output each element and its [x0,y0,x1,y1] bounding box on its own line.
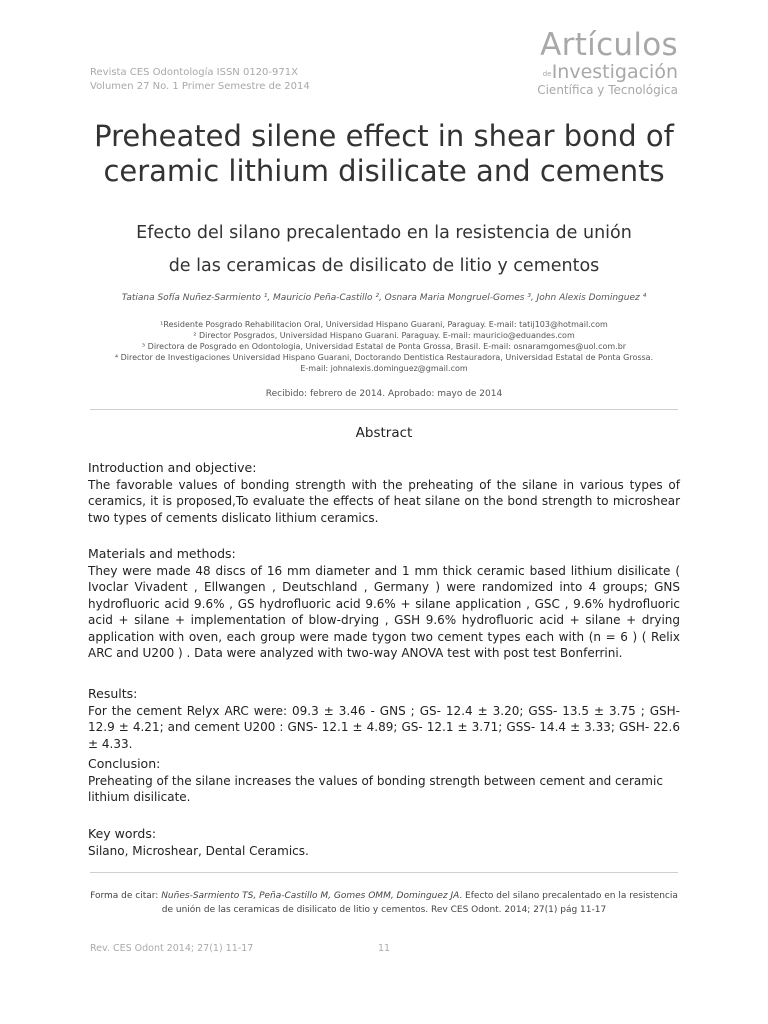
author-list: Tatiana Sofía Nuñez-Sarmiento ¹, Mauricio Peña-Castillo ², Osnara Maria Mongruel-Gomes ³, John Alexis Dominguez ⁴ [121,293,647,303]
conclusion-section [88,756,680,806]
citation [86,889,682,917]
results-heading: Results: [88,686,138,701]
intro-body: The favorable values of bonding strength with the preheating of the silane in various types of ceramics, it is proposed,To evaluate the effects of heat silane on the bond strength to microshear two types of cements dislicato lithium ceramics. [88,477,680,525]
methods-section [88,546,680,662]
results-body: For the cement Relyx ARC were: 09.3 ± 3.46 - GNS ; GS- 12.4 ± 3.20; GSS- 13.5 ± 3.75 ; GSH- 12.9 ± 4.21; and cement U200 : GNS- 12.1 ± 4.89; GS- 12.1 ± 3.71; GSS- 14.4 ± 3.33; GSH- 22.6 ± 4.33. [88,703,680,751]
citation-authors: Nuñes-Sarmiento TS, Peña-Castillo M, Gomes OMM, Dominguez JA [161,891,460,901]
footer-reference: Rev. CES Odont 2014; 27(1) 11-17 [90,943,254,954]
affiliations [60,319,708,374]
subtitle-line-2: de las ceramicas de disilicato de litio y cementos [168,256,600,276]
page-number: 11 [378,943,391,954]
logo-articulos: Artículos [540,27,678,63]
methods-body: They were made 48 discs of 16 mm diameter and 1 mm thick ceramic based lithium disilicate ( Ivoclar Vivadent , Ellwangen , Deutschland , Germany ) were randomized into 4 groups; GNS hydrofluoric acid 9.6% , GS hydrofluoric acid 9.6% + silane application , GSC , 9.6% hydrofluoric acid + silane + implementation of blow-drying , GSH 9.6% hydrofluoric acid + silane + drying application with oven, each group were made tygon two cement types each with (n = 6 ) ( Relix ARC and U200 ) . Data were analyzed with two-way ANOVA test with post test Bonferrini. [88,563,680,660]
logo-investigacion-text: Investigación [551,61,678,83]
affiliation-4-email: E-mail: johnalexis.dominguez@gmail.com [300,364,468,373]
journal-issn: Revista CES Odontología ISSN 0120-971X [90,67,298,78]
conclusion-heading: Conclusion: [88,756,161,771]
methods-heading-text: Materials and methods [88,546,232,561]
divider-bottom [90,872,678,873]
affiliation-1: ¹Residente Posgrado Rehabilitacion Oral, Universidad Hispano Guarani, Paraguay. E-mail: tatij103@hotmail.com [160,320,608,329]
title-line-1: Preheated silene effect in shear bond of [94,119,674,153]
divider-top [90,409,678,410]
logo-de: de [542,70,552,78]
methods-heading-colon: : [231,546,236,561]
affiliation-2: ² Director Posgrados, Universidad Hispano Guarani. Paraguay. E-mail: mauricio@eduandes.com [193,331,575,340]
section-logo [537,28,678,98]
subtitle-line-1: Efecto del silano precalentado en la resistencia de unión [136,223,632,243]
logo-investigacion [537,62,678,82]
keywords-body: Silano, Microshear, Dental Ceramics. [88,843,309,858]
journal-volume: Volumen 27 No. 1 Primer Semestre de 2014 [90,81,310,92]
keywords-heading: Key words: [88,826,157,841]
article-subtitle [60,217,708,283]
abstract-heading: Abstract [355,425,413,441]
intro-section [88,460,680,526]
intro-heading: Introduction and objective: [88,460,257,475]
article-title [60,119,708,189]
affiliation-4: ⁴ Director de Investigaciones Universidad Hispano Guarani, Doctorando Dentistica Restauradora, Universidad Estatal de Ponta Grossa. [114,353,654,362]
results-section [88,686,680,752]
title-line-2: ceramic lithium disilicate and cements [103,154,665,188]
conclusion-body: Preheating of the silane increases the values of bonding strength between cement and ceramic lithium disilicate. [88,773,663,804]
methods-heading [88,546,680,563]
affiliation-3: ³ Directora de Posgrado en Odontologia, Universidad Estatal de Ponta Grossa, Brasil. E-mail: osnaramgomes@uol.com.br [141,342,627,351]
keywords-section [88,826,680,859]
journal-info [90,66,310,94]
citation-prefix: Forma de citar: [90,891,162,901]
citation-rest: . Efecto del silano precalentado en la resistencia de unión de las ceramicas de disilicato de litio y cementos. Rev CES Odont. 2014; 27(1) pág 11-17 [161,891,678,915]
received-dates: Recibido: febrero de 2014. Aprobado: mayo de 2014 [265,389,503,399]
logo-cientifica: Científica y Tecnológica [537,83,678,97]
